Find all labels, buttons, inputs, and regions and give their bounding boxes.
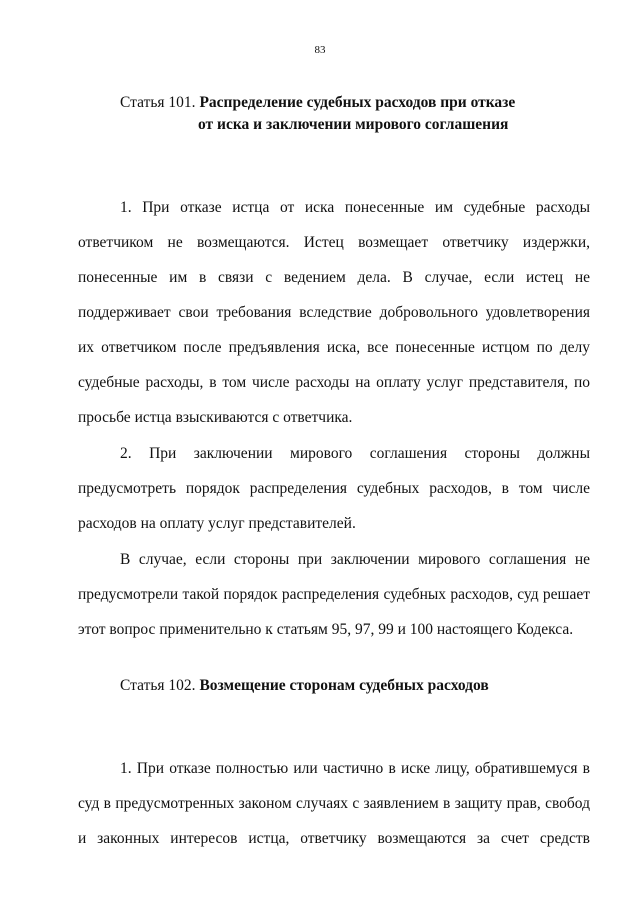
page-number: 83 xyxy=(314,44,326,56)
article-101-heading xyxy=(120,92,540,136)
article-101-paragraph-1: 1. При отказе истца от иска понесенные им судебные расходы ответчиком не возмещаются. Истец возмещает ответчику издержки, понесенные им в связи с ведением дела. В случае, если истец не поддерживает свои требования вследствие добровольного удовлетворения их ответчиком после предъявления иска, все понесенные истцом по делу судебные расходы, в том числе расходы на оплату услуг представителя, по просьбе истца взыскиваются с ответчика. xyxy=(78,198,590,426)
article-101-title-line1: Распределение судебных расходов при отказе xyxy=(199,94,516,111)
article-102-title: Возмещение сторонам судебных расходов xyxy=(199,677,489,694)
article-102-number: Статья 102. xyxy=(120,677,196,694)
article-101-paragraph-2: 2. При заключении мирового соглашения стороны должны предусмотреть порядок распределения судебных расходов, в том числе расходов на оплату услуг представителей. xyxy=(78,444,590,532)
article-101-paragraph-3: В случае, если стороны при заключении мирового соглашения не предусмотрели такой порядок распределения судебных расходов, суд решает этот вопрос применительно к статьям 95, 97, 99 и 100 настоящего Кодекса. xyxy=(78,550,590,638)
article-102-heading xyxy=(120,675,489,697)
article-102-paragraph-1: 1. При отказе полностью или частично в иске лицу, обратившемуся в суд в предусмотренных законом случаях с заявлением в защиту прав, свобод и законных интересов истца, ответчику возмещаются за счет средств xyxy=(78,759,590,847)
article-101-title-line2: от иска и заключении мирового соглашения xyxy=(198,116,509,133)
article-101-number: Статья 101. xyxy=(120,94,196,111)
